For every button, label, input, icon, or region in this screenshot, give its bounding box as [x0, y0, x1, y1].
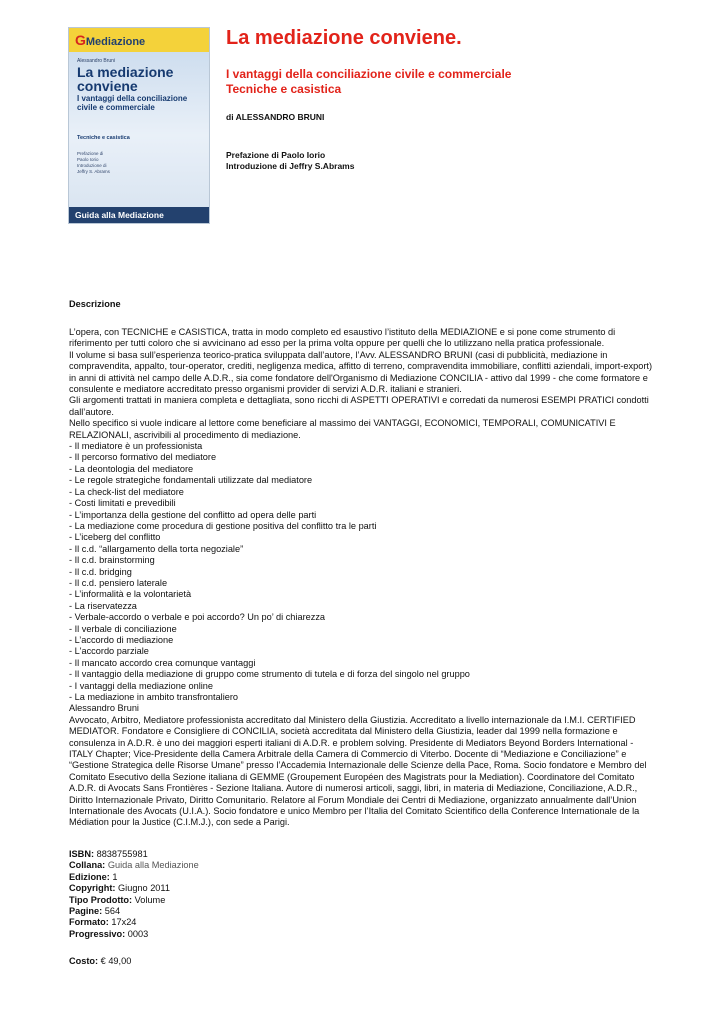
topic-item: - Il verbale di conciliazione: [69, 623, 177, 634]
topic-item: - Costi limitati e prevedibili: [69, 498, 176, 509]
topic-item: - L’accordo di mediazione: [69, 634, 174, 645]
detail-value: 8838755981: [96, 849, 148, 859]
detail-label: Tipo Prodotto:: [69, 894, 133, 905]
topic-item: - L’importanza della gestione del conflitto ad opera delle parti: [69, 509, 317, 520]
topic-item: - La check-list del mediatore: [69, 486, 184, 497]
detail-label: Copyright:: [69, 883, 116, 894]
topic-item: - Il c.d. “allargamento della torta negoziale”: [69, 543, 244, 554]
topic-item: - Il mediatore è un professionista: [69, 441, 203, 452]
book-cover: [69, 28, 209, 223]
topic-item: - I vantaggi della mediazione online: [69, 680, 214, 691]
detail-value: 17x24: [111, 917, 137, 928]
page-title: La mediazione conviene.: [226, 27, 462, 49]
book-subtitle: [226, 67, 511, 97]
detail-formato: [69, 917, 199, 928]
cover-title: La mediazione conviene: [77, 64, 174, 94]
detail-edizione: [69, 872, 199, 883]
price-label: Costo:: [69, 956, 99, 966]
detail-pagine: [69, 906, 199, 917]
detail-value: 564: [104, 906, 121, 917]
cover-series: Guida alla Mediazione: [69, 207, 209, 223]
cover-brand-name: Mediazione: [85, 36, 146, 48]
topic-item: - Il c.d. bridging: [69, 566, 132, 577]
detail-label: ISBN:: [69, 849, 95, 859]
price-value: € 49,00: [100, 956, 132, 966]
topic-item: - L’informalità e la volontarietà: [69, 589, 192, 600]
topic-item: - La mediazione come procedura di gestione positiva del conflitto tra le parti: [69, 520, 377, 531]
cover-author: Alessandro Bruni: [77, 58, 116, 64]
preface-credits: [226, 150, 354, 172]
description-heading: Descrizione: [69, 299, 121, 309]
topic-item: - L'accordo parziale: [69, 646, 149, 657]
subtitle-line-2: Tecniche e casistica: [226, 82, 342, 96]
cover-preface-name: Paolo Iorio: [77, 157, 99, 162]
price: [69, 956, 131, 967]
product-details: [69, 849, 199, 940]
description-paragraph: Gli argomenti trattati in maniera completa e dettagliata, sono ricchi di ASPETTI OPERATIVI e corredati da numerosi ESEMPI PRATICI condotti dall’autore.: [69, 395, 649, 417]
detail-value: 1: [112, 871, 118, 882]
cover-subtitle: I vantaggi della conciliazione civile e commerciale: [77, 94, 188, 112]
topic-item: - Il mancato accordo crea comunque vantaggi: [69, 657, 256, 668]
detail-progressivo: [69, 929, 199, 940]
preface-line: Prefazione di Paolo Iorio: [226, 150, 326, 160]
detail-label: Pagine:: [69, 906, 103, 917]
topic-item: - La mediazione in ambito transfrontaliero: [69, 692, 239, 702]
description-paragraph: Il volume si basa sull’esperienza teorico-pratica sviluppata dall’autore, l’Avv. ALESSANDRO BRUNI (casi di pubblicità, mediazione in compravendita, appalto, tour-operator, crediti, negligenza medica, affitto di terreno, compravendita immobiliare, conflitti aziendali, import-export) in anni di attività nel campo delle A.D.R., sia come fondatore dell'Organismo di Mediazione CONCILIA - attivo dal 1999 - che come formatore e consulente e mediatore accreditato presso organismi provider di servizi A.D.R. italiani e stranieri.: [69, 349, 653, 395]
cover-brand-initial: G: [75, 32, 86, 48]
topic-item: - Il percorso formativo del mediatore: [69, 452, 217, 463]
topic-item: - Le regole strategiche fondamentali utilizzate dal mediatore: [69, 475, 313, 486]
topic-item: - Il c.d. brainstorming: [69, 555, 155, 566]
description-paragraph: L’opera, con TECNICHE e CASISTICA, tratta in modo completo ed esaustivo l’istituto della MEDIAZIONE e si pone come strumento di riferimento per tutti coloro che si avvicinano ad esso per la prima volta oppure per quelli che lo utilizzano nella pratica professionale.: [69, 327, 616, 349]
subtitle-line-1: I vantaggi della conciliazione civile e commerciale: [226, 67, 512, 81]
topic-item: - La riservatezza: [69, 600, 137, 611]
topic-item: - Il vantaggio della mediazione di gruppo come strumento di tutela e di forza del singolo nel gruppo: [69, 669, 470, 680]
intro-line: Introduzione di Jeffry S.Abrams: [226, 161, 355, 171]
topic-list: [69, 441, 659, 703]
author-name: Alessandro Bruni: [69, 703, 139, 714]
detail-value: 0003: [127, 928, 149, 939]
detail-value: Giugno 2011: [118, 883, 170, 894]
description-paragraph: Nello specifico si vuole indicare al lettore come beneficiare al massimo dei VANTAGGI, ECONOMICI, TEMPORALI, COMUNICATIVI E RELAZIONALI, ascrivibili al procedimento di mediazione.: [69, 418, 616, 440]
topic-item: - La deontologia del mediatore: [69, 463, 194, 474]
author-bio: Avvocato, Arbitro, Mediatore professionista accreditato dal Ministero della Giustizia. Accreditato a livello internazionale da I.M.I. CERTIFIED MEDIATOR. Fondatore e Consigliere di CONCILIA, società accreditata dal Ministero della Giustizia, leader dal 1999 nella formazione e consulenza in A.D.R. è uno dei maggiori esperti italiani di A.D.R. e problem solving. Presidente di Mediators Beyond Borders International - ITALY Chapter; Vice-Presidente della Camera Arbitrale della Camera di Commercio di Viterbo. Docente di “Mediazione e Conciliazione” e “Gestione Strategica delle Risorse Umane” presso l’Accademia Internazionale delle Scienze della Pace, Roma. Socio fondatore e Membro del Comitato Esecutivo della Sezione italiana di GEMME (Groupement Européen des Magistrats pour la Mediation). Coordinatore del Comitato A.D.R. di Avocats Sans Frontières - Sezione Italiana. Autore di numerosi articoli, saggi, libri, in materia di Mediazione, Conciliazione, A.D.R., Diritto Internazionale Privato, Diritto Comunitario. Relatore al Forum Mondiale dei Centri di Mediazione, organizzato annualmente dall’Union Internationale des Avocats (U.I.A.). Socio fondatore e unico Membro per l’Italia del Comitato Scientifico della Conference Internationale de la Médiation pour la Justice (C.I.M.J.), con sede a Parigi.: [69, 714, 647, 828]
detail-value: Volume: [134, 894, 166, 905]
description-body: [69, 327, 659, 829]
cover-intro-name: Jeffry S. Abrams: [77, 169, 110, 174]
detail-collana: [69, 860, 199, 871]
cover-tagline: Tecniche e casistica: [77, 135, 130, 141]
detail-value: Guida alla Mediazione: [107, 860, 199, 871]
detail-label: Collana:: [69, 860, 106, 871]
detail-tipo-prodotto: [69, 895, 199, 906]
topic-item: - Verbale-accordo o verbale e poi accordo? Un po’ di chiarezza: [69, 612, 326, 623]
topic-item: - Il c.d. pensiero laterale: [69, 577, 168, 588]
detail-copyright: [69, 883, 199, 894]
detail-label: Progressivo:: [69, 928, 126, 939]
cover-preface-label: Prefazione di: [77, 151, 104, 156]
author-byline: di ALESSANDRO BRUNI: [226, 112, 325, 122]
cover-intro-label: Introduzione di: [77, 163, 107, 168]
topic-item: - L’iceberg del conflitto: [69, 532, 161, 543]
cover-credits: [77, 151, 137, 175]
detail-label: Edizione:: [69, 871, 110, 882]
detail-label: Formato:: [69, 917, 109, 928]
detail-isbn: [69, 849, 199, 860]
cover-brand: [69, 28, 209, 52]
